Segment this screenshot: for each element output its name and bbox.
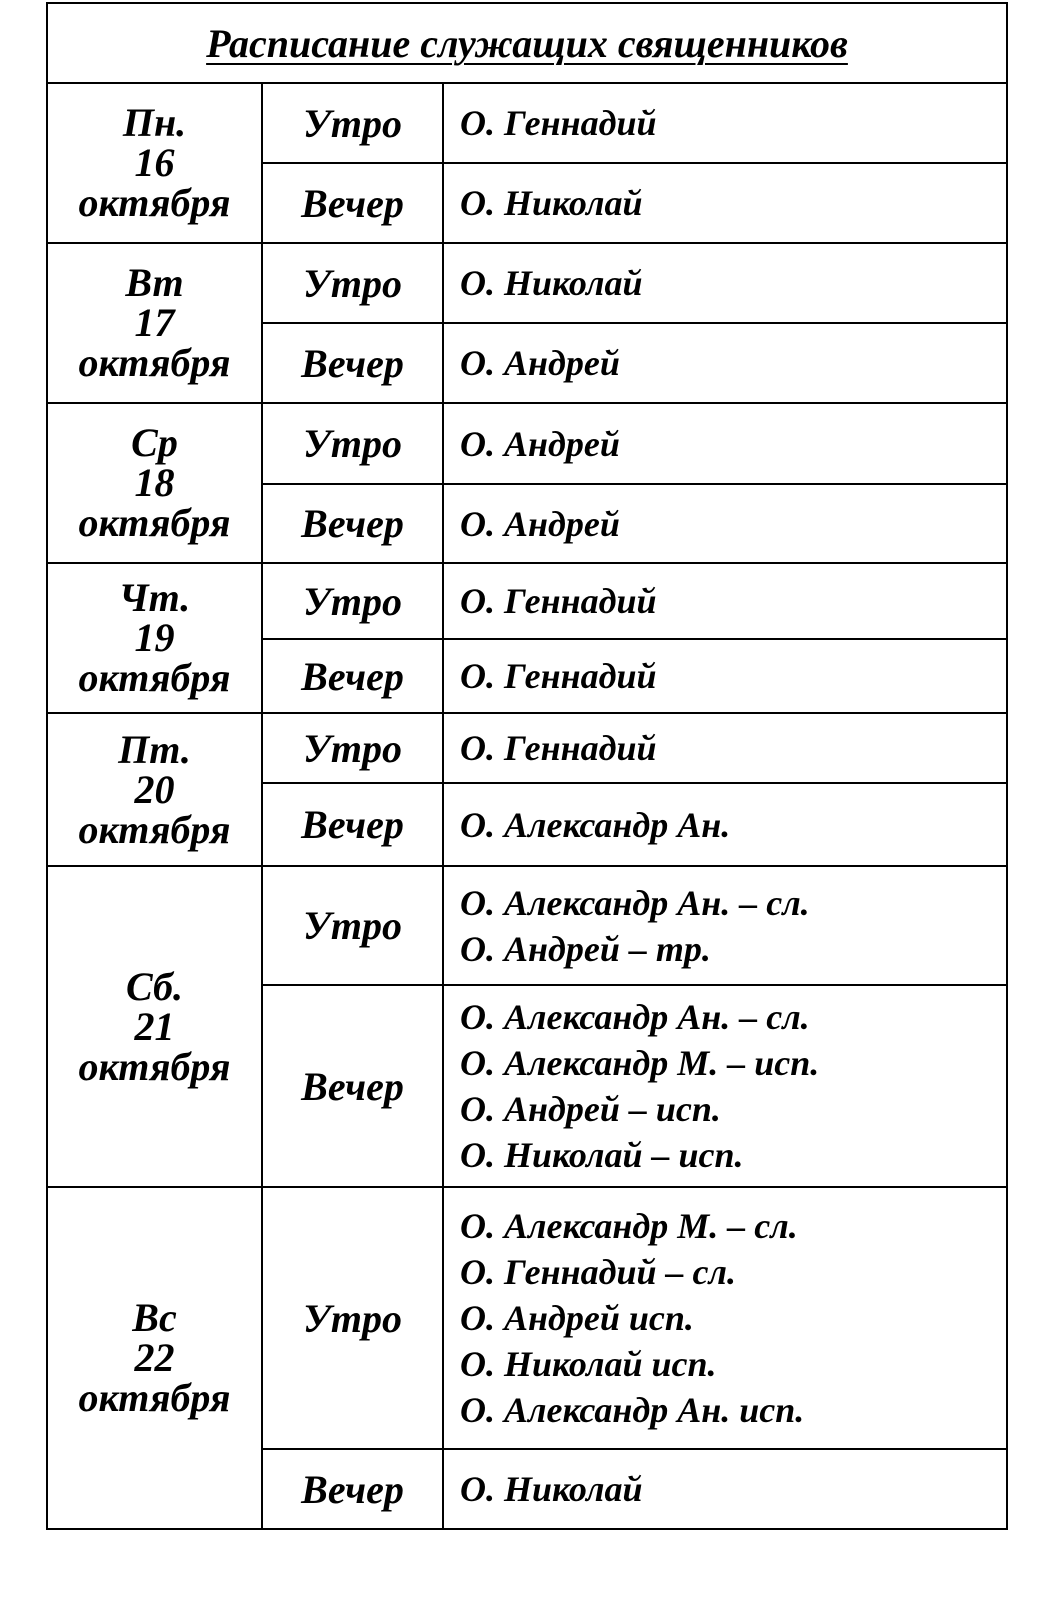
priest-cell (443, 484, 1007, 563)
priest-name: О. Александр Ан. – сл. (460, 997, 810, 1037)
day-month: октября (78, 500, 231, 545)
day-weekday: Ср (131, 420, 178, 465)
page-title: Расписание служащих священников (206, 20, 848, 66)
day-weekday: Вс (132, 1295, 177, 1340)
priest-name: О. Николай (460, 263, 643, 303)
priest-cell (443, 163, 1007, 243)
day-cell (47, 243, 262, 403)
priest-name: О. Александр Ан. исп. (460, 1390, 805, 1430)
day-weekday: Пн. (122, 100, 187, 145)
service-time: Утро (262, 866, 443, 985)
service-time: Вечер (262, 1449, 443, 1529)
day-month: октября (78, 180, 231, 225)
priest-cell (443, 243, 1007, 323)
day-weekday: Сб. (126, 963, 183, 1009)
service-time: Вечер (262, 323, 443, 403)
priest-cell (443, 403, 1007, 484)
day-cell (47, 563, 262, 713)
schedule-table (46, 2, 1008, 1530)
day-weekday: Пт. (118, 726, 191, 772)
service-time: Утро (262, 403, 443, 484)
table-row (47, 713, 1007, 783)
day-weekday: Вт (125, 260, 184, 305)
priest-name: О. Андрей – исп. (460, 1089, 721, 1129)
service-time: Вечер (262, 163, 443, 243)
priest-name: О. Геннадий – сл. (460, 1252, 736, 1292)
priest-cell (443, 866, 1007, 985)
priest-name: О. Геннадий (460, 728, 657, 768)
day-cell (47, 1187, 262, 1529)
day-date: 21 (134, 1003, 175, 1049)
day-cell (47, 866, 262, 1187)
day-date: 20 (134, 766, 175, 812)
table-row (47, 243, 1007, 323)
priest-cell (443, 639, 1007, 713)
day-month: октября (78, 1375, 231, 1420)
day-cell (47, 83, 262, 243)
priest-name: О. Николай исп. (460, 1344, 717, 1384)
day-month: октября (78, 1043, 231, 1089)
priest-name: О. Андрей (460, 423, 620, 464)
table-row (47, 1187, 1007, 1449)
day-weekday: Чт. (118, 575, 191, 620)
day-date: 17 (134, 300, 175, 345)
priest-cell (443, 713, 1007, 783)
priest-cell (443, 563, 1007, 639)
table-row (47, 83, 1007, 163)
priest-name: О. Андрей (460, 503, 620, 544)
priest-name: О. Александр Ан. (460, 804, 731, 845)
table-row (47, 866, 1007, 985)
priest-cell (443, 83, 1007, 163)
priest-name: О. Николай – исп. (460, 1135, 744, 1175)
day-date: 19 (134, 615, 175, 660)
day-date: 22 (134, 1335, 175, 1380)
title-row (47, 3, 1007, 83)
service-time: Вечер (262, 639, 443, 713)
service-time: Утро (262, 713, 443, 783)
priest-name: О. Андрей исп. (460, 1298, 694, 1338)
priest-name: О. Николай (460, 183, 643, 223)
day-cell (47, 713, 262, 866)
priest-name: О. Геннадий (460, 103, 657, 143)
day-date: 16 (134, 140, 175, 185)
priest-name: О. Андрей (460, 343, 620, 383)
priest-name: О. Николай (460, 1469, 643, 1509)
day-cell (47, 403, 262, 563)
priest-name: О. Александр М. – сл. (460, 1206, 798, 1246)
priest-name: О. Геннадий (460, 656, 657, 696)
service-time: Утро (262, 563, 443, 639)
day-date: 18 (134, 460, 175, 505)
priest-cell (443, 1449, 1007, 1529)
service-time: Вечер (262, 484, 443, 563)
priest-cell (443, 1187, 1007, 1449)
priest-name: О. Александр М. – исп. (460, 1043, 820, 1083)
priest-name: О. Андрей – тр. (460, 928, 711, 969)
day-month: октября (78, 806, 231, 852)
table-row (47, 563, 1007, 639)
priest-name: О. Геннадий (460, 581, 657, 621)
service-time: Вечер (262, 783, 443, 866)
day-month: октября (78, 340, 231, 385)
priest-name: О. Александр Ан. – сл. (460, 882, 810, 923)
day-month: октября (78, 655, 231, 700)
service-time: Утро (262, 243, 443, 323)
priest-cell (443, 323, 1007, 403)
priest-cell (443, 783, 1007, 866)
service-time: Утро (262, 83, 443, 163)
priest-cell (443, 985, 1007, 1187)
title-cell (47, 3, 1007, 83)
table-row (47, 403, 1007, 484)
service-time: Вечер (262, 985, 443, 1187)
service-time: Утро (262, 1187, 443, 1449)
schedule-sheet (46, 2, 1053, 1530)
